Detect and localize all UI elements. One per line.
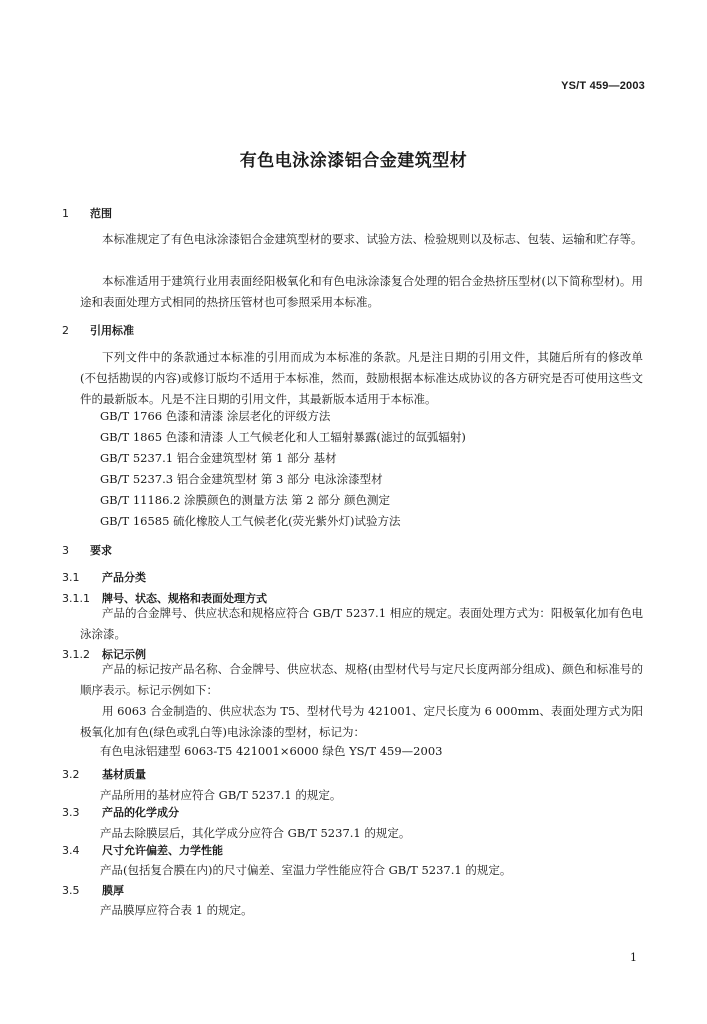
subsection-number: 3.2 [62, 768, 80, 781]
reference-item: GB/T 1766 色漆和清漆 涂层老化的评级方法 [100, 409, 331, 423]
reference-item: GB/T 16585 硫化橡胶人工气候老化(荧光紫外灯)试验方法 [100, 514, 401, 528]
subsection-title: 产品的化学成分 [102, 806, 179, 819]
document-title: 有色电泳涂漆铝合金建筑型材 [239, 151, 468, 171]
subsection-number: 3.5 [62, 884, 80, 897]
subsection-number: 3.3 [62, 806, 80, 819]
section-title: 范围 [90, 207, 112, 220]
subsection-3-5-paragraph: 产品膜厚应符合表 1 的规定。 [100, 903, 253, 917]
subsection-title: 产品分类 [102, 571, 146, 584]
subsection-number: 3.1.1 [62, 592, 90, 605]
marking-example: 有色电泳铝建型 6063-T5 421001×6000 绿色 YS/T 459—2003 [100, 744, 443, 758]
standard-code: YS/T 459—2003 [561, 80, 645, 92]
subsection-3-1-heading [62, 569, 146, 585]
subsection-3-5-heading [62, 882, 124, 898]
subsection-3-2-paragraph: 产品所用的基材应符合 GB/T 5237.1 的规定。 [100, 788, 342, 802]
subsection-3-3-heading [62, 804, 179, 820]
section-number: 2 [62, 324, 69, 337]
section-3-heading [62, 542, 112, 558]
section-number: 3 [62, 544, 69, 557]
subsection-3-2-heading [62, 766, 146, 782]
subsection-title: 基材质量 [102, 768, 146, 781]
subsection-title: 牌号、状态、规格和表面处理方式 [102, 592, 267, 605]
reference-item: GB/T 5237.3 铝合金建筑型材 第 3 部分 电泳涂漆型材 [100, 472, 383, 486]
page-number: 1 [630, 951, 637, 964]
subsection-number: 3.4 [62, 844, 80, 857]
section-number: 1 [62, 207, 69, 220]
reference-item: GB/T 11186.2 涂膜颜色的测量方法 第 2 部分 颜色测定 [100, 493, 390, 507]
subsection-title: 标记示例 [102, 648, 146, 661]
section-1-paragraph-1: 本标准规定了有色电泳涂漆铝合金建筑型材的要求、试验方法、检验规则以及标志、包装、运输和贮存等。 [102, 232, 643, 246]
reference-item: GB/T 1865 色漆和清漆 人工气候老化和人工辐射暴露(滤过的氙弧辐射) [100, 430, 466, 444]
subsection-number: 3.1 [62, 571, 80, 584]
subsection-3-4-heading [62, 842, 223, 858]
subsection-3-4-paragraph: 产品(包括复合膜在内)的尺寸偏差、室温力学性能应符合 GB/T 5237.1 的规定。 [100, 863, 512, 877]
subsection-number: 3.1.2 [62, 648, 90, 661]
subsection-title: 膜厚 [102, 884, 124, 897]
section-2-heading [62, 322, 134, 338]
section-title: 引用标准 [90, 324, 134, 337]
section-2-paragraph: 下列文件中的条款通过本标准的引用而成为本标准的条款。凡是注日期的引用文件，其随后所有的修改单(不包括勘误的内容)或修订版均不适用于本标准，然而，鼓励根据本标准达成协议的各方研究是否可使用这些文件的最新版本。凡是不注日期的引用文件，其最新版本适用于本标准。 [80, 350, 643, 406]
subsection-3-3-paragraph: 产品去除膜层后，其化学成分应符合 GB/T 5237.1 的规定。 [100, 826, 411, 840]
section-title: 要求 [90, 544, 112, 557]
subsection-3-1-2-paragraph-2: 用 6063 合金制造的、供应状态为 T5、型材代号为 421001、定尺长度为 6 000mm、表面处理方式为阳极氧化加有色(绿色或乳白等)电泳涂漆的型材，标记为： [80, 704, 643, 739]
section-1-paragraph-2: 本标准适用于建筑行业用表面经阳极氧化和有色电泳涂漆复合处理的铝合金热挤压型材(以下简称型材)。用途和表面处理方式相同的热挤压管材也可参照采用本标准。 [80, 274, 643, 309]
subsection-3-1-2-paragraph-1: 产品的标记按产品名称、合金牌号、供应状态、规格(由型材代号与定尺长度两部分组成)、颜色和标准号的顺序表示。标记示例如下： [80, 662, 643, 697]
subsection-3-1-1-paragraph: 产品的合金牌号、供应状态和规格应符合 GB/T 5237.1 相应的规定。表面处理方式为：阳极氧化加有色电泳涂漆。 [80, 606, 643, 641]
subsection-title: 尺寸允许偏差、力学性能 [102, 844, 223, 857]
reference-item: GB/T 5237.1 铝合金建筑型材 第 1 部分 基材 [100, 451, 337, 465]
section-1-heading [62, 205, 112, 221]
